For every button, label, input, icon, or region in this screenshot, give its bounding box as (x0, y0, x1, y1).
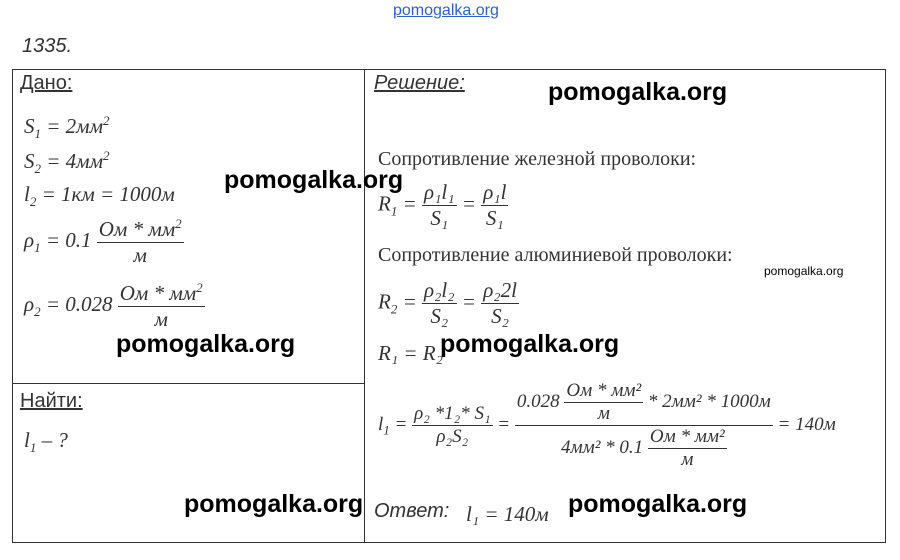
watermark-4: pomogalka.org (116, 330, 296, 358)
solution-heading: Решение: (374, 72, 465, 94)
watermark-6: pomogalka.org (184, 490, 364, 518)
answer-value: l₁ = 140м (466, 502, 549, 526)
watermark-5: pomogalka.org (440, 330, 620, 358)
watermark-2: pomogalka.org (224, 166, 404, 194)
problem-number: 1335. (22, 35, 73, 57)
column-divider (364, 69, 365, 543)
watermark-3: pomogalka.org (764, 264, 844, 278)
given-heading: Дано: (20, 72, 73, 94)
formula-r-equal: R₁ = R₂ (378, 341, 443, 365)
given-rho1: $\rho_1 = 0.1$ $\frac{Ом * мм^2}{м}$ (24, 216, 182, 267)
given-rho2: $\rho_2 = 0.028$ $\frac{Ом * мм^2}{м}$ (24, 280, 203, 331)
site-link[interactable]: pomogalka.org (393, 2, 499, 19)
given-l2: $l_2 = 1км = 1000м$ (24, 182, 175, 210)
row-divider (12, 383, 364, 384)
answer-label: Ответ: (374, 500, 450, 522)
formula-r1: $R_1$ = $\frac{\text{ρ₁l₁}}{\text{S₁}}$ = $\frac{\text{ρ₁l}}{\text{S₁}}$ (378, 180, 507, 230)
find-item: $l_1$ – ? (24, 428, 68, 456)
watermark-7: pomogalka.org (568, 490, 748, 518)
text-iron-resistance: Сопротивление железной проволоки: (378, 148, 697, 170)
given-s2: $S_2 = 4мм^2$ (24, 148, 110, 177)
formula-r2: $R_2$ = $\frac{\text{ρ₂l₂}}{\text{S₂}}$ = $\frac{\text{ρ₂2l}}{\text{S₂}}$ (378, 278, 517, 328)
formula-l1: $l_1$ = $\frac{\text{ρ₂ *1₂* S₁}}{\text{ρ₂S₂}}$ = 0.028 $\frac{\text{Ом * мм²}}{м}$ * 2мм² * 1000м 4мм² * 0.1 $\frac{\text{Ом * мм²}}{м}$ = 140м (378, 380, 836, 470)
given-s1: $S_1 = 2мм^2$ (24, 113, 110, 142)
text-alu-resistance: Сопротивление алюминиевой проволоки: (378, 244, 733, 266)
find-heading: Найти: (20, 390, 83, 412)
watermark-1: pomogalka.org (548, 78, 728, 106)
